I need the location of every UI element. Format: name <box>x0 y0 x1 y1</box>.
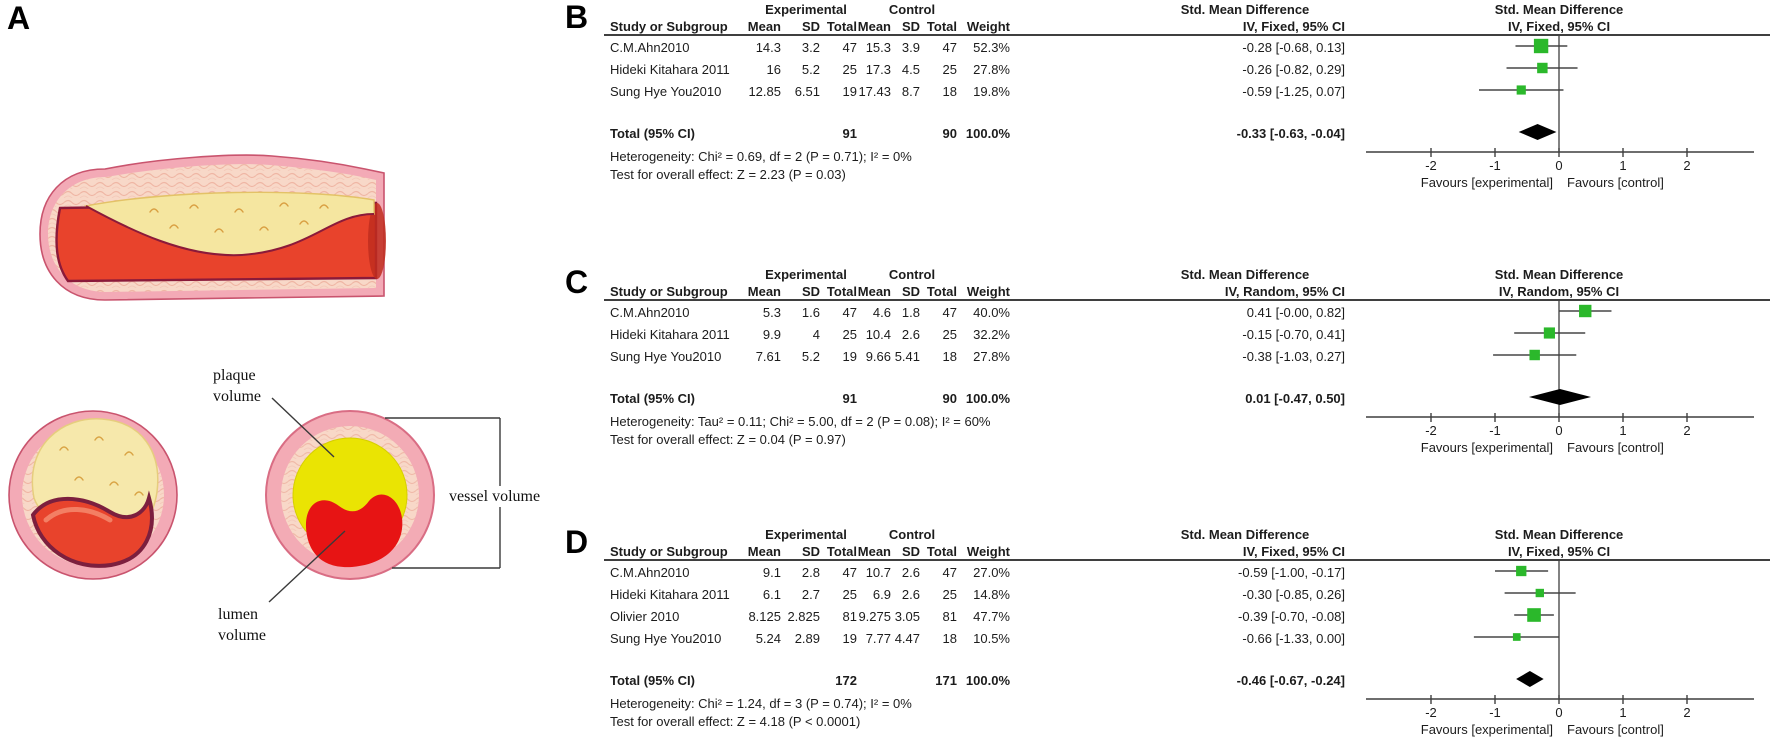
study-name: C.M.Ahn2010 <box>610 305 690 320</box>
header-rule <box>604 34 1770 36</box>
lumen-volume-line1: lumen <box>218 606 258 623</box>
control-group-header: Control <box>888 2 936 17</box>
ctrl_sd-value: 2.6 <box>901 565 920 580</box>
weight-value: 52.3% <box>973 40 1010 55</box>
tick-label: 1 <box>1619 705 1627 720</box>
exp_total-value: 47 <box>842 565 857 580</box>
header-rule <box>604 299 1770 301</box>
overall-effect-text: Test for overall effect: Z = 4.18 (P < 0.0001) <box>610 714 861 729</box>
overall-effect-text: Test for overall effect: Z = 0.04 (P = 0.97) <box>610 432 846 447</box>
ctrl_sd-value: 3.9 <box>901 40 920 55</box>
exp_total-value: 25 <box>842 62 857 77</box>
ctrl_total-value: 25 <box>942 587 957 602</box>
ctrl_mean-column-header: Mean <box>857 284 891 299</box>
tick-label: 2 <box>1683 423 1691 438</box>
exp_sd-column-header: SD <box>801 544 820 559</box>
study-name: Hideki Kitahara 2011 <box>610 62 730 77</box>
total-ctrl-n: 171 <box>935 673 957 688</box>
weight-value: 27.8% <box>973 349 1010 364</box>
favours-left-label: Favours [experimental] <box>1420 440 1553 455</box>
effect-square <box>1536 589 1544 597</box>
tick-label: 0 <box>1555 705 1563 720</box>
panel-a-label: A <box>7 0 31 36</box>
favours-left-label: Favours [experimental] <box>1420 175 1553 190</box>
exp_mean-value: 8.125 <box>748 609 781 624</box>
smd_ci-value: -0.39 [-0.70, -0.08] <box>1238 609 1345 624</box>
effect-square <box>1534 39 1548 53</box>
ctrl_total-value: 47 <box>942 565 957 580</box>
effect-column-title: Std. Mean Difference <box>1180 2 1310 17</box>
weight-value: 27.0% <box>973 565 1010 580</box>
exp_sd-value: 2.825 <box>787 609 820 624</box>
tick-label: 0 <box>1555 423 1563 438</box>
plot-column-title: Std. Mean Difference <box>1494 2 1624 17</box>
tick-label: 2 <box>1683 158 1691 173</box>
total-label: Total (95% CI) <box>610 126 695 141</box>
weight-value: 10.5% <box>973 631 1010 646</box>
study-name: Olivier 2010 <box>610 609 680 624</box>
study-column-header: Study or Subgroup <box>610 19 728 34</box>
total-exp-n: 172 <box>835 673 857 688</box>
weight-value: 40.0% <box>973 305 1010 320</box>
study-name: C.M.Ahn2010 <box>610 565 690 580</box>
ctrl_sd-value: 4.47 <box>894 631 920 646</box>
study-name: Sung Hye You2010 <box>610 84 722 99</box>
tick-label: 2 <box>1683 705 1691 720</box>
header-rule <box>604 559 1770 561</box>
study-name: Hideki Kitahara 2011 <box>610 327 730 342</box>
study-column-header: Study or Subgroup <box>610 544 728 559</box>
total-smd-ci: -0.46 [-0.67, -0.24] <box>1236 673 1345 688</box>
plot-method-header: IV, Random, 95% CI <box>1498 284 1620 299</box>
study-column-header: Study or Subgroup <box>610 284 728 299</box>
exp_sd-column-header: SD <box>801 19 820 34</box>
tick-label: 0 <box>1555 158 1563 173</box>
exp_mean-value: 6.1 <box>762 587 781 602</box>
ctrl_sd-column-header: SD <box>901 19 920 34</box>
ctrl_total-value: 47 <box>942 40 957 55</box>
pooled-diamond <box>1519 124 1557 140</box>
ctrl_mean-value: 4.6 <box>872 305 891 320</box>
exp_total-column-header: Total <box>826 544 857 559</box>
effect-square <box>1544 327 1555 338</box>
plaque-volume-line2: volume <box>213 388 261 405</box>
effect-square <box>1516 566 1526 576</box>
effect-method-header: IV, Random, 95% CI <box>1224 284 1345 299</box>
ctrl_total-value: 25 <box>942 327 957 342</box>
tick-label: -1 <box>1489 158 1501 173</box>
exp_total-value: 19 <box>842 631 857 646</box>
panel-b-label: B <box>565 0 589 35</box>
exp_sd-column-header: SD <box>801 284 820 299</box>
exp_total-value: 19 <box>842 349 857 364</box>
total-weight: 100.0% <box>965 391 1010 406</box>
ctrl_sd-column-header: SD <box>901 284 920 299</box>
weight-value: 27.8% <box>973 62 1010 77</box>
weight-value: 14.8% <box>973 587 1010 602</box>
ctrl_total-value: 18 <box>942 84 957 99</box>
pooled-diamond <box>1529 389 1591 405</box>
weight-column-header: Weight <box>966 19 1010 34</box>
panel-d-label: D <box>565 524 589 560</box>
ctrl_sd-value: 5.41 <box>894 349 920 364</box>
smd_ci-value: -0.15 [-0.70, 0.41] <box>1242 327 1345 342</box>
lumen-volume-line2: volume <box>218 627 266 644</box>
ctrl_sd-value: 1.8 <box>901 305 920 320</box>
exp_total-value: 47 <box>842 40 857 55</box>
total-smd-ci: -0.33 [-0.63, -0.04] <box>1236 126 1345 141</box>
heterogeneity-text: Heterogeneity: Chi² = 1.24, df = 3 (P = 0.74); I² = 0% <box>610 696 912 711</box>
total-exp-n: 91 <box>842 126 857 141</box>
study-name: Sung Hye You2010 <box>610 349 722 364</box>
tick-label: 1 <box>1619 158 1627 173</box>
ctrl_total-column-header: Total <box>926 284 957 299</box>
effect-square <box>1537 63 1547 73</box>
exp_sd-value: 1.6 <box>801 305 820 320</box>
total-label: Total (95% CI) <box>610 673 695 688</box>
exp_sd-value: 6.51 <box>794 84 820 99</box>
total-label: Total (95% CI) <box>610 391 695 406</box>
effect-square <box>1517 85 1526 94</box>
total-ctrl-n: 90 <box>942 126 957 141</box>
tick-label: -1 <box>1489 423 1501 438</box>
smd_ci-value: -0.28 [-0.68, 0.13] <box>1242 40 1345 55</box>
effect-square <box>1527 608 1541 622</box>
tick-label: -2 <box>1425 423 1437 438</box>
ctrl_mean-column-header: Mean <box>857 19 891 34</box>
tick-label: -1 <box>1489 705 1501 720</box>
exp_sd-value: 5.2 <box>801 349 820 364</box>
control-group-header: Control <box>888 267 936 282</box>
smd_ci-value: -0.30 [-0.85, 0.26] <box>1242 587 1345 602</box>
total-smd-ci: 0.01 [-0.47, 0.50] <box>1245 391 1345 406</box>
exp_sd-value: 2.89 <box>794 631 820 646</box>
study-name: C.M.Ahn2010 <box>610 40 690 55</box>
ctrl_mean-value: 9.275 <box>858 609 891 624</box>
favours-left-label: Favours [experimental] <box>1420 722 1553 737</box>
plot-column-title: Std. Mean Difference <box>1494 527 1624 542</box>
exp_mean-value: 5.24 <box>755 631 781 646</box>
exp_sd-value: 2.7 <box>801 587 820 602</box>
smd_ci-value: -0.26 [-0.82, 0.29] <box>1242 62 1345 77</box>
weight-value: 32.2% <box>973 327 1010 342</box>
exp_total-value: 19 <box>842 84 857 99</box>
weight-column-header: Weight <box>966 284 1010 299</box>
exp_mean-value: 7.61 <box>755 349 781 364</box>
experimental-group-header: Experimental <box>765 527 847 542</box>
exp_mean-column-header: Mean <box>747 284 781 299</box>
exp_mean-column-header: Mean <box>747 544 781 559</box>
smd_ci-value: 0.41 [-0.00, 0.82] <box>1246 305 1345 320</box>
effect-square <box>1579 305 1591 317</box>
exp_total-value: 81 <box>842 609 857 624</box>
weight-value: 19.8% <box>973 84 1010 99</box>
ctrl_total-value: 81 <box>942 609 957 624</box>
exp_total-column-header: Total <box>826 284 857 299</box>
study-name: Sung Hye You2010 <box>610 631 722 646</box>
overall-effect-text: Test for overall effect: Z = 2.23 (P = 0.03) <box>610 167 846 182</box>
ctrl_sd-value: 2.6 <box>901 587 920 602</box>
smd_ci-value: -0.38 [-1.03, 0.27] <box>1242 349 1345 364</box>
plot-method-header: IV, Fixed, 95% CI <box>1507 19 1611 34</box>
total-weight: 100.0% <box>965 126 1010 141</box>
ctrl_mean-value: 15.3 <box>865 40 891 55</box>
tick-label: 1 <box>1619 423 1627 438</box>
tick-label: -2 <box>1425 158 1437 173</box>
ctrl_mean-value: 10.7 <box>865 565 891 580</box>
effect-square <box>1529 350 1539 360</box>
ctrl_sd-value: 3.05 <box>894 609 920 624</box>
heterogeneity-text: Heterogeneity: Chi² = 0.69, df = 2 (P = 0.71); I² = 0% <box>610 149 912 164</box>
ctrl_sd-value: 8.7 <box>901 84 920 99</box>
tick-label: -2 <box>1425 705 1437 720</box>
effect-column-title: Std. Mean Difference <box>1180 267 1310 282</box>
pooled-diamond <box>1516 671 1544 687</box>
exp_mean-value: 9.1 <box>762 565 781 580</box>
exp_mean-value: 5.3 <box>762 305 781 320</box>
exp_mean-column-header: Mean <box>747 19 781 34</box>
effect-method-header: IV, Fixed, 95% CI <box>1242 19 1345 34</box>
plot-column-title: Std. Mean Difference <box>1494 267 1624 282</box>
ctrl_total-column-header: Total <box>926 19 957 34</box>
experimental-group-header: Experimental <box>765 2 847 17</box>
weight-column-header: Weight <box>966 544 1010 559</box>
ctrl_mean-value: 17.43 <box>858 84 891 99</box>
effect-column-title: Std. Mean Difference <box>1180 527 1310 542</box>
exp_mean-value: 12.85 <box>748 84 781 99</box>
total-exp-n: 91 <box>842 391 857 406</box>
ctrl_sd-value: 4.5 <box>901 62 920 77</box>
ctrl_sd-value: 2.6 <box>901 327 920 342</box>
exp_total-column-header: Total <box>826 19 857 34</box>
total-ctrl-n: 90 <box>942 391 957 406</box>
exp_total-value: 25 <box>842 587 857 602</box>
smd_ci-value: -0.66 [-1.33, 0.00] <box>1242 631 1345 646</box>
effect-square <box>1513 633 1521 641</box>
ctrl_mean-value: 6.9 <box>872 587 891 602</box>
exp_total-value: 47 <box>842 305 857 320</box>
exp_sd-value: 3.2 <box>801 40 820 55</box>
exp_sd-value: 2.8 <box>801 565 820 580</box>
weight-value: 47.7% <box>973 609 1010 624</box>
ctrl_mean-value: 10.4 <box>865 327 891 342</box>
heterogeneity-text: Heterogeneity: Tau² = 0.11; Chi² = 5.00, df = 2 (P = 0.08); I² = 60% <box>610 414 991 429</box>
exp_sd-value: 4 <box>812 327 820 342</box>
favours-right-label: Favours [control] <box>1567 722 1664 737</box>
panel-c-label: C <box>565 264 589 300</box>
ctrl_total-value: 18 <box>942 349 957 364</box>
ctrl_mean-value: 17.3 <box>865 62 891 77</box>
ctrl_total-value: 47 <box>942 305 957 320</box>
exp_mean-value: 9.9 <box>762 327 781 342</box>
smd_ci-value: -0.59 [-1.25, 0.07] <box>1242 84 1345 99</box>
ctrl_total-value: 18 <box>942 631 957 646</box>
study-name: Hideki Kitahara 2011 <box>610 587 730 602</box>
ctrl_mean-value: 9.66 <box>865 349 891 364</box>
control-group-header: Control <box>888 527 936 542</box>
ctrl_mean-column-header: Mean <box>857 544 891 559</box>
effect-method-header: IV, Fixed, 95% CI <box>1242 544 1345 559</box>
ctrl_mean-value: 7.77 <box>865 631 891 646</box>
smd_ci-value: -0.59 [-1.00, -0.17] <box>1238 565 1345 580</box>
vessel-volume-label: vessel volume <box>446 486 543 507</box>
ctrl_sd-column-header: SD <box>901 544 920 559</box>
exp_sd-value: 5.2 <box>801 62 820 77</box>
ctrl_total-column-header: Total <box>926 544 957 559</box>
exp_mean-value: 14.3 <box>755 40 781 55</box>
total-weight: 100.0% <box>965 673 1010 688</box>
exp_mean-value: 16 <box>766 62 781 77</box>
plot-method-header: IV, Fixed, 95% CI <box>1507 544 1611 559</box>
plaque-volume-line1: plaque <box>213 367 256 384</box>
favours-right-label: Favours [control] <box>1567 440 1664 455</box>
experimental-group-header: Experimental <box>765 267 847 282</box>
favours-right-label: Favours [control] <box>1567 175 1664 190</box>
ctrl_total-value: 25 <box>942 62 957 77</box>
exp_total-value: 25 <box>842 327 857 342</box>
